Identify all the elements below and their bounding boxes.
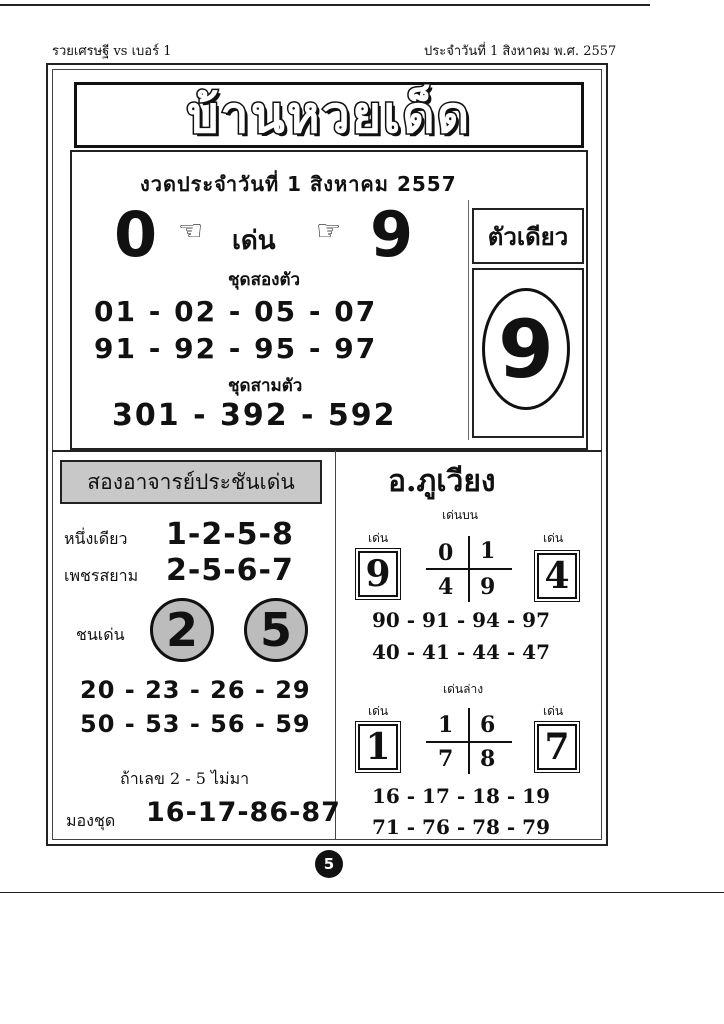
left-section-title-box <box>60 460 322 504</box>
bottom-grid-3: 7 <box>438 746 454 772</box>
row2-label: เพชรสยาม <box>64 566 139 585</box>
bottom-left-box: 1 <box>358 724 398 770</box>
lead-left-number: 0 <box>114 198 158 271</box>
bottom-right-box: 7 <box>537 724 577 770</box>
triples-label: ชุดสามตัว <box>228 376 303 396</box>
single-label: ตัวเดียว <box>487 222 569 251</box>
left-numbers-row-2: 50 - 53 - 56 - 59 <box>80 710 311 738</box>
pairs-row-2: 91 - 92 - 95 - 97 <box>94 332 378 365</box>
bottom-grid-1: 1 <box>438 712 454 738</box>
bottom-numbers-row-2: 71 - 76 - 78 - 79 <box>372 815 551 839</box>
bottom-caption: เด่นล่าง <box>443 682 484 696</box>
lead-right-number: 9 <box>370 198 414 271</box>
row2-value: 2-5-6-7 <box>166 553 294 588</box>
top-grid-2: 1 <box>480 538 496 564</box>
page-number: 5 <box>315 850 343 878</box>
pointing-hand-left-icon: ☜ <box>178 214 204 247</box>
bottom-left-label: เด่น <box>368 704 389 718</box>
header-left: รวยเศรษฐี vs เบอร์ 1 <box>52 44 172 59</box>
row1-value: 1-2-5-8 <box>166 517 294 552</box>
row3-label: ชนเด่น <box>76 625 125 644</box>
top-right-box: 4 <box>537 553 577 599</box>
pairs-label: ชุดสองตัว <box>228 270 301 290</box>
top-grid-horizontal <box>426 568 512 570</box>
top-caption: เด่นบน <box>442 508 478 522</box>
lead-label: เด่น <box>232 226 276 256</box>
top-left-box: 9 <box>358 551 398 597</box>
top-grid-3: 4 <box>438 574 454 600</box>
top-numbers-row-2: 40 - 41 - 44 - 47 <box>372 640 551 664</box>
single-value: 9 <box>482 288 570 410</box>
left-note: ถ้าเลข 2 - 5 ไม่มา <box>120 769 250 788</box>
title-box <box>74 82 584 148</box>
page-title: บ้านหวยเด็ด <box>186 85 472 144</box>
top-left-label: เด่น <box>368 531 389 545</box>
top-grid-4: 9 <box>480 574 496 600</box>
bottom-grid-horizontal <box>426 741 512 743</box>
bottom-grid-4: 8 <box>480 746 496 772</box>
draw-title: งวดประจำวันที่ 1 สิงหาคม 2557 <box>140 172 457 196</box>
left-numbers-row-1: 20 - 23 - 26 - 29 <box>80 676 311 704</box>
left-section-title: สองอาจารย์ประชันเด่น <box>87 469 295 494</box>
top-numbers-row-1: 90 - 91 - 94 - 97 <box>372 608 551 632</box>
top-grid-1: 0 <box>438 540 454 566</box>
section-divider-vertical <box>335 450 336 840</box>
row1-label: หนึ่งเดียว <box>64 529 128 548</box>
bottom-right-label: เด่น <box>543 704 564 718</box>
right-section-title: อ.ภูเวียง <box>388 464 496 499</box>
header-right: ประจำวันที่ 1 สิงหาคม พ.ศ. 2557 <box>424 44 617 59</box>
top-rule <box>0 4 650 6</box>
set-value: 16-17-86-87 <box>146 797 341 828</box>
top-right-label: เด่น <box>543 531 564 545</box>
bottom-grid-2: 6 <box>480 712 496 738</box>
pairs-row-1: 01 - 02 - 05 - 07 <box>94 295 378 328</box>
circle-number-2: 5 <box>244 598 308 662</box>
bottom-numbers-row-1: 16 - 17 - 18 - 19 <box>372 784 551 808</box>
single-label-box <box>472 208 584 264</box>
bottom-rule <box>0 892 724 893</box>
circle-number-1: 2 <box>150 598 214 662</box>
pointing-hand-right-icon: ☞ <box>316 214 342 247</box>
section-divider-horizontal <box>52 450 602 452</box>
set-label: มองชุด <box>66 811 116 830</box>
triples-row: 301 - 392 - 592 <box>112 398 397 433</box>
